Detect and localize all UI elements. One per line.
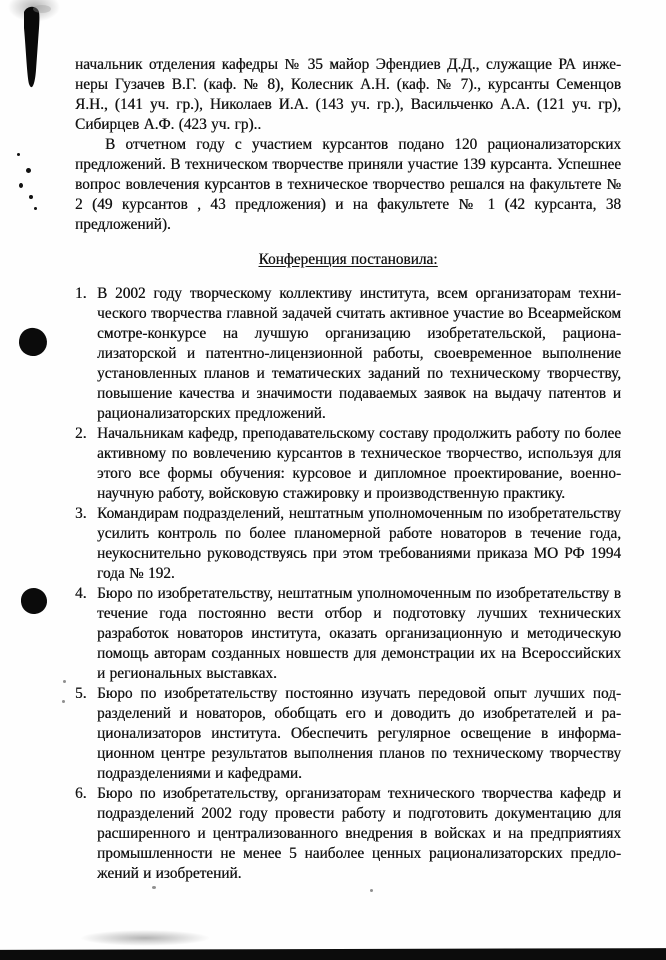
list-item-text: Начальникам кафедр, преподавательскому составу продолжить работу по более активному по вовлечению курсантов в техническое творчество, используя для этого все формы обучения: курсовое и дипломное проектирование, военно-научную работу, войсковую стажировку и производственную практику. xyxy=(97,425,621,502)
body-text xyxy=(75,55,621,884)
list-item xyxy=(75,424,621,504)
paper-speck xyxy=(34,207,37,210)
list-item-number: 2. xyxy=(75,425,87,442)
list-item-text: Бюро по изобретательству, организаторам технического творчества кафедр и подразделений 2002 году провести работу и подготовить документацию для расширенного и централизованного внедрения в войсках и на предприятиях промышленности не менее 5 наиболее ценных рационализаторских предложений и изобретений. xyxy=(97,785,621,882)
punch-hole-mark xyxy=(20,587,49,616)
paper-speck xyxy=(370,889,373,892)
list-item-number: 3. xyxy=(75,505,87,522)
ink-blot-mark xyxy=(8,2,60,102)
list-item xyxy=(75,284,621,424)
list-item xyxy=(75,584,621,684)
list-item xyxy=(75,504,621,584)
paper-speck xyxy=(29,195,33,199)
list-item-number: 1. xyxy=(75,285,87,302)
list-item xyxy=(75,784,621,884)
punch-hole-mark xyxy=(17,326,49,358)
resolutions-list xyxy=(75,284,621,884)
list-item-number: 5. xyxy=(75,685,87,702)
paragraph: начальник отделения кафедры № 35 майор Эфендиев Д.Д., служащие РА инженеры Гузачев В.Г. (каф. № 8), Колесник А.Н. (каф. № 7)., курсанты Семенцов Я.Н., (141 уч. гр.), Николаев И.А. (143 уч. гр.), Васильченко А.А. (121 уч. гр), Сибирцев А.Ф. (423 уч. гр).. xyxy=(75,56,621,133)
list-item-text: Бюро по изобретательству постоянно изучать передовой опыт лучших подразделений и новаторов, обобщать его и доводить до изобретателей и рационализаторов института. Обеспечить регулярное освещение в информационном центре результатов выполнения планов по техническому творчеству подразделениями и кафедрами. xyxy=(97,685,621,782)
paragraph: В отчетном году с участием курсантов подано 120 рационализаторских предложений. В техническом творчестве приняли участие 139 курсанта. Успешнее вопрос вовлечения курсантов в техническое творчество решался на факультете № 2 (49 курсантов , 43 предложения) и на факультете № 1 (42 курсанта, 38 предложений). xyxy=(75,136,621,233)
list-item-text: Бюро по изобретательству, нештатным уполномоченным по изобретательству в течение года постоянно вести отбор и подготовку лучших технических разработок новаторов института, оказать организационную и методическую помощь авторам созданных новшеств для демонстрации их на Всероссийских и региональных выставках. xyxy=(97,585,621,682)
list-item-text: В 2002 году творческому коллективу института, всем организаторам технического творчества главной задачей считать активное участие во Всеармейском смотре-конкурсе на лучшую организацию изобретательской, рационализаторской и патентно-лицензионной работы, своевременное выполнение установленных планов и тематических заданий по техническому творчеству, повышение качества и значимости подаваемых заявок на выдачу патентов и рационализаторских предложений. xyxy=(97,285,621,422)
paper-speck xyxy=(62,700,65,703)
paper-speck xyxy=(26,168,31,173)
list-item-text: Командирам подразделений, нештатным уполномоченным по изобретательству усилить контроль по более планомерной работе новаторов в течение года, неукоснительно руководствуясь при этом требованиями приказа МО РФ 1994 года № 192. xyxy=(97,505,621,582)
list-item xyxy=(75,684,621,784)
paper-speck xyxy=(63,680,66,683)
list-item-number: 4. xyxy=(75,585,87,602)
paper-speck xyxy=(19,183,23,188)
list-item-number: 6. xyxy=(75,785,87,802)
section-heading xyxy=(75,250,621,270)
paper-speck xyxy=(17,153,20,156)
section-heading-text: Конференция постановила: xyxy=(258,251,438,268)
scan-edge-bar xyxy=(0,948,666,960)
ink-smudge-mark xyxy=(8,0,60,22)
paper-speck xyxy=(152,886,156,889)
scan-smudge-mark xyxy=(80,930,210,946)
